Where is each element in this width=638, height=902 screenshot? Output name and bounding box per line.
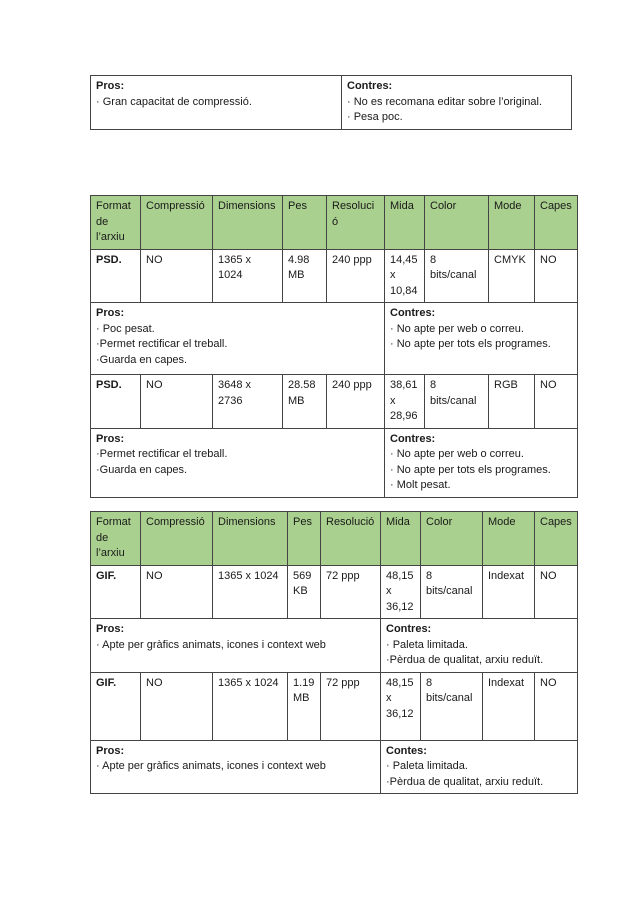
gif-format-table <box>90 511 578 794</box>
header-cell: Compressió <box>141 512 213 566</box>
header-cell: Resolució <box>327 196 385 250</box>
top-pros-cell <box>91 76 342 130</box>
format-cell: PSD. <box>91 375 141 429</box>
cons-title: Contres: <box>390 432 436 445</box>
pros-line: · Gran capacitat de compressió. <box>96 95 252 108</box>
data-cell: NO <box>535 249 578 303</box>
header-cell: Format de l’arxiu <box>91 512 141 566</box>
cons-line: · Molt pesat. <box>390 479 451 491</box>
data-cell: NO <box>535 565 578 619</box>
pros-cell <box>91 619 381 673</box>
pros-cell <box>91 303 385 375</box>
pros-line: ·Guarda en capes. <box>96 353 188 366</box>
pros-cell <box>91 740 381 794</box>
pros-line: ·Permet rectificar el treball. <box>96 338 228 350</box>
header-cell: Capes <box>535 512 578 566</box>
header-cell: Mode <box>483 512 535 566</box>
data-cell: Indexat <box>483 672 535 740</box>
data-cell: 8 bits/canal <box>421 672 483 740</box>
pros-title: Pros: <box>96 80 125 92</box>
cons-line: · No apte per tots els programes. <box>390 463 551 476</box>
data-cell: 72 ppp <box>321 672 381 740</box>
psd-format-table <box>90 195 578 498</box>
header-row <box>91 512 578 566</box>
data-cell: 48,15 x 36,12 <box>381 565 421 619</box>
header-row <box>91 196 578 250</box>
data-cell: 1365 x 1024 <box>213 565 288 619</box>
data-cell: 240 ppp <box>327 249 385 303</box>
format-cell: GIF. <box>91 672 141 740</box>
format-cell: PSD. <box>91 249 141 303</box>
header-cell: Capes <box>535 196 578 250</box>
data-cell: NO <box>535 672 578 740</box>
data-cell: 1365 x 1024 <box>213 249 283 303</box>
data-cell: NO <box>141 375 213 429</box>
cons-title: Contres: <box>347 80 393 92</box>
pros-title: Pros: <box>96 307 125 319</box>
pros-title: Pros: <box>96 744 125 757</box>
cons-line: · Pesa poc. <box>347 111 403 123</box>
pros-cons-row <box>91 740 578 794</box>
header-cell: Resolució <box>321 512 381 566</box>
header-cell: Pes <box>283 196 327 250</box>
data-cell: CMYK <box>489 249 535 303</box>
cons-line: · Paleta limitada. <box>386 638 468 651</box>
pros-line: · Poc pesat. <box>96 322 155 335</box>
data-cell: NO <box>141 565 213 619</box>
table-row <box>91 375 578 429</box>
cons-line: · No apte per web o correu. <box>390 448 524 460</box>
cons-line: · Paleta limitada. <box>386 760 468 772</box>
pros-cons-row <box>91 303 578 375</box>
format-cell: GIF. <box>91 565 141 619</box>
header-cell: Color <box>425 196 489 250</box>
pros-line: · Apte per gràfics animats, icones i context web <box>96 638 326 651</box>
pros-line: · Apte per gràfics animats, icones i context web <box>96 760 326 772</box>
header-cell: Mode <box>489 196 535 250</box>
pros-line: ·Permet rectificar el treball. <box>96 448 228 460</box>
cons-title: Contres: <box>386 623 432 635</box>
header-cell: Pes <box>288 512 321 566</box>
data-cell: NO <box>535 375 578 429</box>
pros-title: Pros: <box>96 432 125 445</box>
data-cell: 240 ppp <box>327 375 385 429</box>
data-cell: NO <box>141 249 213 303</box>
data-cell: 1365 x 1024 <box>213 672 288 740</box>
pros-title: Pros: <box>96 623 125 635</box>
pros-cell <box>91 428 385 497</box>
cons-cell <box>381 619 578 673</box>
data-cell: 3648 x 2736 <box>213 375 283 429</box>
data-cell: 28.58 MB <box>283 375 327 429</box>
cons-cell <box>385 428 578 497</box>
header-cell: Dimensions <box>213 512 288 566</box>
pros-cons-row <box>91 428 578 497</box>
table-row <box>91 672 578 740</box>
pros-cons-row <box>91 619 578 673</box>
data-cell: 48,15 x 36,12 <box>381 672 421 740</box>
pros-line: ·Guarda en capes. <box>96 463 188 476</box>
data-cell: 14,45 x 10,84 <box>385 249 425 303</box>
cons-line: ·Pèrdua de qualitat, arxiu reduït. <box>386 654 544 666</box>
data-cell: 8 bits/canal <box>425 249 489 303</box>
data-cell: 8 bits/canal <box>421 565 483 619</box>
data-cell: 72 ppp <box>321 565 381 619</box>
cons-line: · No es recomana editar sobre l’original. <box>347 95 543 108</box>
cons-cell <box>381 740 578 794</box>
header-cell: Color <box>421 512 483 566</box>
header-cell: Mida <box>381 512 421 566</box>
header-cell: Format de l’arxiu <box>91 196 141 250</box>
cons-line: · No apte per web o correu. <box>390 322 524 335</box>
header-cell: Mida <box>385 196 425 250</box>
table-row <box>91 249 578 303</box>
top-pros-cons-table <box>90 75 572 130</box>
data-cell: NO <box>141 672 213 740</box>
cons-title: Contes: <box>386 744 427 757</box>
data-cell: 569 KB <box>288 565 321 619</box>
data-cell: 4.98 MB <box>283 249 327 303</box>
cons-cell <box>385 303 578 375</box>
top-cons-cell <box>342 76 572 130</box>
cons-line: ·Pèrdua de qualitat, arxiu reduït. <box>386 775 544 788</box>
cons-title: Contres: <box>390 307 436 319</box>
data-cell: 38,61 x 28,96 <box>385 375 425 429</box>
header-cell: Compressió <box>141 196 213 250</box>
cons-line: · No apte per tots els programes. <box>390 338 551 350</box>
data-cell: 8 bits/canal <box>425 375 489 429</box>
header-cell: Dimensions <box>213 196 283 250</box>
data-cell: Indexat <box>483 565 535 619</box>
table-row <box>91 565 578 619</box>
data-cell: 1.19 MB <box>288 672 321 740</box>
data-cell: RGB <box>489 375 535 429</box>
